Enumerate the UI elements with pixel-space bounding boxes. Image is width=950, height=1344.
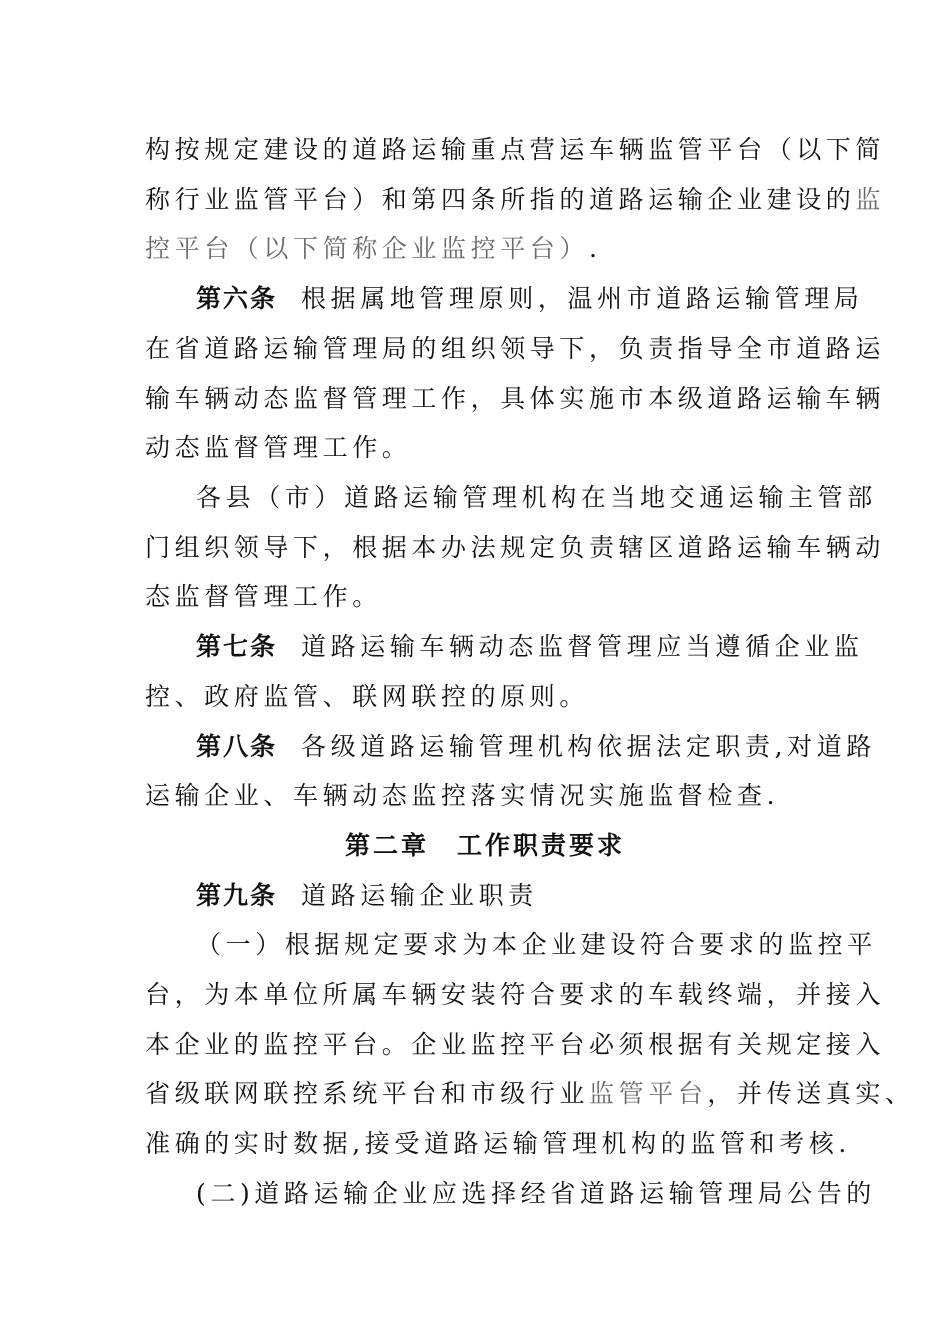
line-text: 各级道路运输管理机构依据法定职责,对道路 <box>301 732 876 761</box>
line-text: 道路运输车辆动态监督管理应当遵循企业监 <box>301 632 864 661</box>
text-line-20 <box>145 1078 915 1110</box>
line-text: 各县（市）道路运输管理机构在当地交通运输主管部 <box>196 483 877 512</box>
article-9-line <box>196 880 538 912</box>
line-text: （一）根据规定要求为本企业建设符合要求的监控平 <box>196 930 877 959</box>
text-line-10 <box>145 581 382 613</box>
text-line-21 <box>145 1128 851 1160</box>
article-7-line <box>196 631 863 663</box>
text-line-12 <box>145 681 589 713</box>
line-text: 本企业的监控平台。企业监控平台必须根据有关规定接入 <box>145 1030 886 1059</box>
article-number: 第八条 <box>196 732 278 761</box>
article-number: 第九条 <box>196 881 278 910</box>
text-line-2 <box>145 184 885 216</box>
text-line-7 <box>145 432 411 464</box>
line-text: . <box>589 234 602 263</box>
chapter-heading <box>345 830 625 862</box>
line-text: 称行业监管平台）和第四条所指的道路运输企业建设的 <box>145 185 856 214</box>
line-text: 输车辆动态监督管理工作，具体实施市本级道路运输车辆 <box>145 384 886 413</box>
line-text: 门组织领导下，根据本办法规定负责辖区道路运输车辆动 <box>145 533 886 562</box>
line-text-end: ，并传送真实、 <box>707 1079 915 1108</box>
text-line-18 <box>145 979 885 1011</box>
line-text: 在省道路运输管理局的组织领导下，负责指导全市道路运 <box>145 334 886 363</box>
line-text: 控、政府监管、联网联控的原则。 <box>145 682 590 711</box>
faded-text: 控平台（以下简称企业监控平台） <box>145 234 590 263</box>
text-line-9 <box>145 532 885 564</box>
line-text: 运输企业、车辆动态监控落实情况实施监督检查. <box>145 781 780 810</box>
article-8-line <box>196 731 876 763</box>
chapter-title: 第二章 工作职责要求 <box>345 831 626 860</box>
line-text: 动态监督管理工作。 <box>145 433 412 462</box>
line-text: 准确的实时数据,接受道路运输管理机构的监管和考核. <box>145 1129 851 1158</box>
text-line-3 <box>145 233 602 265</box>
text-line-6 <box>145 383 885 415</box>
text-line-5 <box>145 333 885 365</box>
text-line-14 <box>145 780 779 812</box>
article-6-line <box>196 283 863 315</box>
line-text: (二)道路运输企业应选择经省道路运输管理局公告的 <box>196 1179 876 1208</box>
text-line-1 <box>145 134 885 166</box>
article-number: 第七条 <box>196 632 278 661</box>
text-line-19 <box>145 1029 885 1061</box>
text-line-17 <box>196 929 877 961</box>
faded-text: 监 <box>855 185 886 214</box>
faded-text: 监管平台 <box>589 1079 708 1108</box>
line-text: 根据属地管理原则，温州市道路运输管理局 <box>301 284 864 313</box>
line-text: 道路运输企业职责 <box>301 881 538 910</box>
text-line-8 <box>196 482 877 514</box>
line-text: 台，为本单位所属车辆安装符合要求的车载终端，并接入 <box>145 980 886 1009</box>
line-text: 构按规定建设的道路运输重点营运车辆监管平台（以下简 <box>145 135 886 164</box>
line-text: 态监督管理工作。 <box>145 582 382 611</box>
article-number: 第六条 <box>196 284 278 313</box>
line-text: 省级联网联控系统平台和市级行业 <box>145 1079 590 1108</box>
text-line-22 <box>196 1178 876 1210</box>
